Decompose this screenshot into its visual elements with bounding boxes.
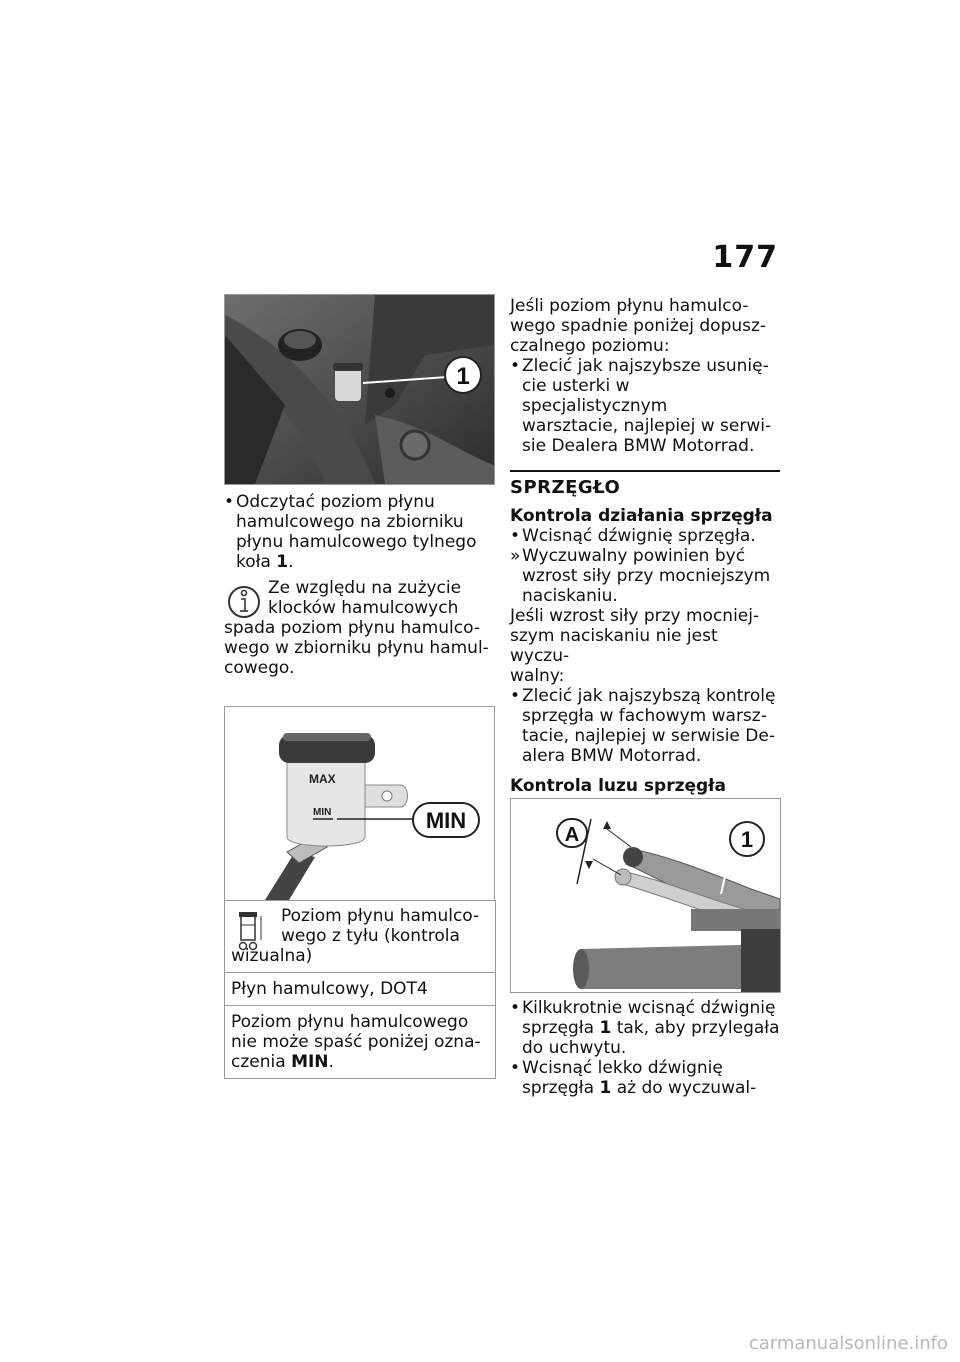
table-row: Płyn hamulcowy, DOT4	[225, 972, 495, 1005]
visual-check-icon	[235, 910, 269, 954]
ref-1: 1	[599, 1078, 612, 1098]
table-row: Poziom płynu hamulcowego nie może spaść poniżej ozna- czenia MIN.	[225, 1005, 495, 1078]
bullet-press-lever: • Wcisnąć dźwignię sprzęgła.	[510, 526, 756, 546]
section-title: SPRZĘGŁO	[510, 477, 621, 498]
bullet-inspection: • Zlecić jak najszybszą kontrolę sprzęgła w fachowym warsz- tacie, najlepiej w serwisie De- alera BMW Motorrad.	[510, 686, 776, 766]
table-row: Poziom płynu hamulco- wego z tyłu (kontrola wizualna)	[231, 906, 480, 966]
fig3-callout-1: 1	[740, 827, 754, 852]
fig3-callout-a: A	[564, 824, 580, 846]
fig2-callout-min: MIN	[425, 808, 467, 833]
bullet-press-lightly: • Wcisnąć lekko dźwignię sprzęgła 1 aż do wyczuwal-	[510, 1058, 757, 1098]
ref-1: 1	[599, 1018, 612, 1038]
bullet-marker: •	[224, 492, 235, 512]
result-item: » Wyczuwalny powinien być wzrost siły przy mocniejszym naciskaniu.	[510, 546, 771, 606]
specs-table	[224, 900, 496, 1079]
ref-min: MIN	[291, 1052, 329, 1072]
intro-condition: Jeśli poziom płynu hamulco- wego spadnie poniżej dopusz- czalnego poziomu:	[510, 296, 767, 356]
page-number: 177	[712, 240, 778, 275]
column-right	[510, 296, 780, 796]
subheading-clutch-play: Kontrola luzu sprzęgła	[510, 776, 726, 796]
section-divider	[510, 470, 780, 472]
subheading-clutch-function: Kontrola działania sprzęgła	[510, 506, 773, 526]
info-icon	[226, 582, 262, 622]
footer-watermark: carmanualsonline.info	[748, 1333, 948, 1354]
bullet-repair: • Zlecić jak najszybsze usunię- cie usterki w specjalistycznym warsztacie, najlepiej w serwi- sie Dealera BMW Motorrad.	[510, 356, 772, 456]
column-left	[224, 492, 494, 678]
condition-text: Jeśli wzrost siły przy mocniej- szym naciskaniu nie jest wyczu- walny:	[510, 606, 760, 686]
ref-1: 1	[276, 552, 289, 572]
column-right-bottom	[510, 998, 780, 1098]
info-note: Ze względu na zużycie klocków hamulcowych spada poziom płynu hamulco- wego w zbiorniku płynu hamul- cowego.	[224, 578, 489, 678]
bullet-press-several: • Kilkukrotnie wcisnąć dźwignię sprzęgła 1 tak, aby przylegała do uchwytu.	[510, 998, 780, 1058]
bullet-read-level: • Odczytać poziom płynu hamulcowego na zbiorniku płynu hamulcowego tylnego koła 1.	[224, 492, 477, 572]
fig2-max-label: MAX	[309, 772, 336, 786]
fig2-min-mark: MIN	[313, 807, 332, 818]
rear-brake-reservoir-photo	[224, 294, 495, 485]
reservoir-level-diagram	[224, 706, 495, 901]
fig1-callout-1: 1	[456, 363, 470, 390]
clutch-lever-diagram	[510, 798, 781, 993]
